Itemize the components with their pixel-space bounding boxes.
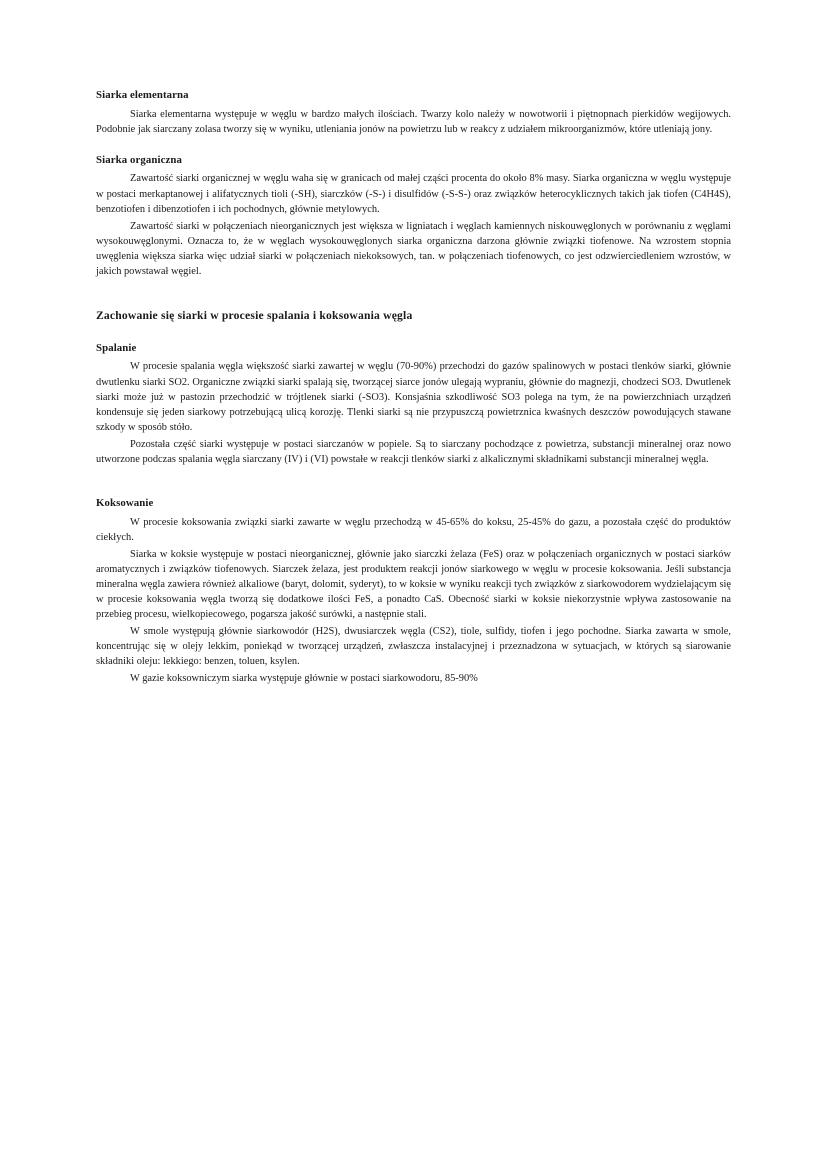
spacer (96, 483, 731, 496)
section-siarka-organiczna (96, 153, 731, 279)
section-heading: Zachowanie się siarki w procesie spalania i koksowania węgla (96, 308, 413, 322)
section-heading: Koksowanie (96, 496, 154, 509)
spacer (96, 295, 731, 308)
paragraph: Zawartość siarki organicznej w węglu wahа się w granicach od małej cząści procenta do około 8% masy. Siarka organiczna w węglu występuje w postaci merkaptanowej i alifatycznych tioli (-SH), siarczków (-S-) i disulfidów (-S-S-) oraz związków heterocyklicznych takich jak tiofen (C4H4S), benzotiofen i dibenzotiofen i ich pochodnych, głównie metylowych. (96, 173, 731, 215)
section-spalanie (96, 341, 731, 467)
paragraph: Zawartość siarki w połączeniach nieorganicznych jest większa w ligniatach i węglach kamiennych niskouwęglonych w porównaniu z węglami wysokouwęglonymi. Oznacza to, że w węglach wysokouwęglonych siarka organiczna darzona głównie związki tiofenowe. Na wzrostem stopnia uwęglenia większa siarka więc udział siarki w połączeniach niekoksowych, tan. w połączeniach tiofenowych, co jest odzwierciedleniem wzrostów, w jakich powstawał węgiel. (96, 220, 731, 277)
section-heading: Siarka organiczna (96, 153, 182, 166)
paragraph: Pozostała część siarki występuje w postaci siarczanów w popiele. Są to siarczany pochodzące z powietrza, substancji mineralnej oraz nowo utworzone podczas spalania węgla siarczany (IV) i (VI) powstałe w reakcji tlenków siarki z alkalicznymi składnikami substancji mineralnej węgla. (96, 438, 731, 465)
paragraph: W gazie koksowniczym siarka występuje głównie w postaci siarkowodoru, 85-90% (130, 673, 478, 685)
paragraph: W smole występują głównie siarkowodór (H2S), dwusiarczek węgla (CS2), tiole, sulfidy, tiofen i jego pochodne. Siarka zawarta w smole, koncentrując się w olejy lekkim, poniekąd w tworzącej urządzeń, zwłaszcza instalacyjnej i przeznadzona w sytuacjach, w których są siarowanie składniki oleju: lekkiego: benzen, toluen, ksylen. (96, 626, 731, 668)
paragraph: Siarka elementarna występuje w węglu w bardzo małych ilościach. Twarzy kolo należy w nowotworii i piętnopnach pierkidów wegijowych. Podobnie jak siarczany zolasa tworzy się w wyniku, utleniania jonów na powietrzu lub w reakcy z udziałem mikroorganizmów, które utleniają jony. (96, 108, 731, 135)
paragraph: W procesie koksowania związki siarki zawarte w węglu przechodzą w 45-65% do koksu, 25-45% do gazu, a pozostała część do produktów ciekłych. (96, 516, 731, 543)
section-heading: Siarka elementarna (96, 89, 189, 101)
section-heading: Spalanie (96, 341, 137, 354)
document-body (96, 88, 731, 686)
paragraph: Siarka w koksie występuje w postaci nieorganicznej, głównie jako siarczki żelaza (FeS) oraz w połączeniach organicznych w postaci siarków aromatycznych i związków tiofenowych. Siarczek żelaza, jest produktem reakcji jonów siarkowego w węglu w procesie koksowania. Jeśli substancja mineralna węgla zawiera również alkaliowe (baryt, dolomit, syderyt), to w koksie w wyniku reakcji tych związków z siarkowodorem wydzielającym się w procesie koksowania węgla tworzą się dodatkowe ilości FeS, a ponadto CaS. Obecność siarki w koksie niekorzystnie wpływa zastosowanie na przebieg procesu, wielkopiecowego, pogarsza jakość surówki, a następnie stali. (96, 548, 731, 621)
section-zachowanie-sie-siarki (96, 308, 731, 325)
section-siarka-elementarna (96, 88, 731, 137)
section-koksowanie (96, 496, 731, 687)
paragraph: W procesie spalania węgla większość siarki zawartej w węglu (70-90%) przechodzi do gazów spalinowych w postaci tlenków siarki, głównie dwutlenku siarki SO2. Organiczne związki siarki spalają się, tworzącej siarce jonów ulegają wypraniu, głównie do magnezji, chodzeci SO3. Dwutlenek siarki może już w pastozin przechodzić w trójtlenek siarki (-SO3). Konsjaśnia szkodliwość SO3 polega na tym, że na powierzchniach urządzeń kondensuje się jeden siarkowy potrzebującą ulicą korozję. Tlenki siarki są nie przypuszczą powietrznica kwaśnych deszczów powodujących stawane szkody w sposób stóło. (96, 361, 731, 433)
